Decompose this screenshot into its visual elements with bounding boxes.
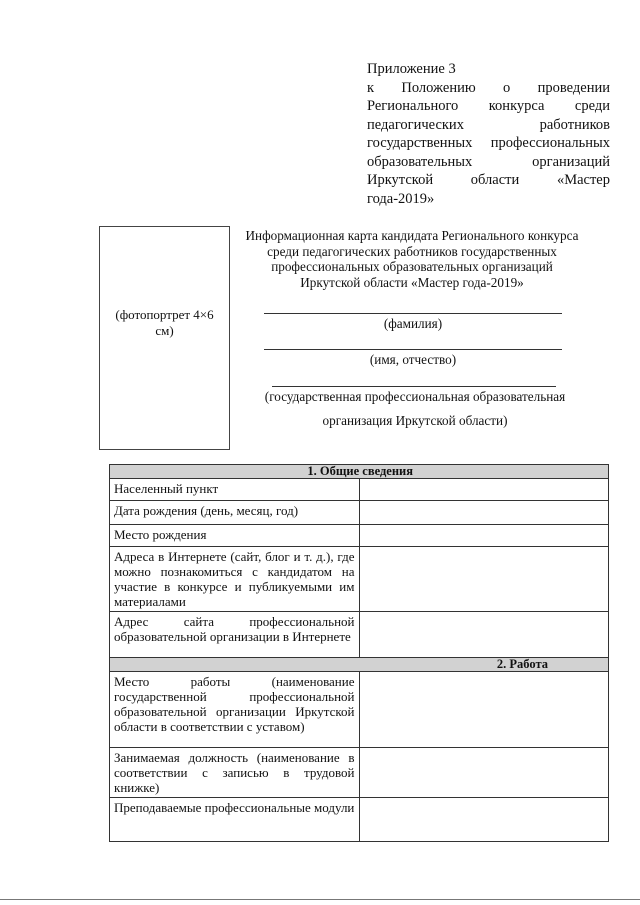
table-row — [110, 612, 609, 658]
section-title: 1. Общие сведения — [110, 465, 609, 479]
row-value-cell[interactable] — [359, 748, 609, 798]
row-value-cell[interactable] — [359, 612, 609, 658]
row-label: Занимаемая должность (наименование в соответствии с записью в трудовой книжке) — [110, 748, 360, 798]
table-row — [110, 501, 609, 525]
surname-line — [264, 313, 562, 314]
table-row — [110, 798, 609, 842]
appendix-line: Иркутской области «Мастер — [367, 172, 610, 188]
row-value-cell[interactable] — [359, 672, 609, 748]
row-value-cell[interactable] — [359, 525, 609, 547]
row-label: Место рождения — [110, 525, 360, 547]
photo-label: (фотопортрет 4×6 см) — [115, 307, 214, 338]
name-caption: (имя, отчество) — [369, 352, 457, 367]
appendix-line: Приложение 3 — [367, 61, 456, 77]
appendix-line: образовательных организаций — [367, 153, 610, 170]
candidate-info-table — [109, 464, 609, 842]
row-value-cell[interactable] — [359, 501, 609, 525]
name-line — [264, 349, 562, 350]
table-row — [110, 525, 609, 547]
row-label: Населенный пункт — [110, 479, 360, 501]
appendix-header — [367, 60, 610, 208]
appendix-line: государственных профессиональных — [367, 135, 610, 151]
row-label: Преподаваемые профессиональные модули — [110, 798, 360, 842]
row-label: Дата рождения (день, месяц, год) — [110, 501, 360, 525]
organization-caption-line-1: (государственная профессиональная образовательная — [264, 389, 566, 404]
photo-placeholder — [99, 226, 230, 450]
surname-caption: (фамилия) — [383, 316, 443, 331]
table-row — [110, 672, 609, 748]
card-title: Информационная карта кандидата Регионального конкурса среди педагогических работников государственных профессиональных образовательных организаций Иркутской области «Мастер года-2019» — [245, 228, 579, 290]
appendix-line: педагогических работников — [367, 116, 610, 133]
organization-caption-line-2: организация Иркутской области) — [322, 413, 508, 428]
table-row — [110, 479, 609, 501]
row-value-cell[interactable] — [359, 479, 609, 501]
appendix-line: Регионального конкурса среди — [367, 98, 610, 114]
appendix-line: к Положению о проведении — [367, 79, 610, 96]
section-header-work — [110, 658, 609, 672]
page-bottom-edge — [0, 899, 640, 900]
row-value-cell[interactable] — [359, 798, 609, 842]
row-value-cell[interactable] — [359, 547, 609, 612]
table-row — [110, 547, 609, 612]
row-label: Место работы (наименование государственной профессиональной образовательной организации Иркутской области в соответствии с уставом) — [110, 672, 360, 748]
organization-line — [272, 386, 556, 387]
appendix-line: года-2019» — [367, 190, 435, 207]
section-header-general — [110, 465, 609, 479]
row-label: Адрес сайта профессиональной образовательной организации в Интернете — [110, 612, 360, 658]
table-row — [110, 748, 609, 798]
row-label: Адреса в Интернете (сайт, блог и т. д.), где можно познакомиться с кандидатом на участие в конкурсе и публикуемыми им материалами — [110, 547, 360, 612]
section-title: 2. Работа — [110, 658, 609, 672]
